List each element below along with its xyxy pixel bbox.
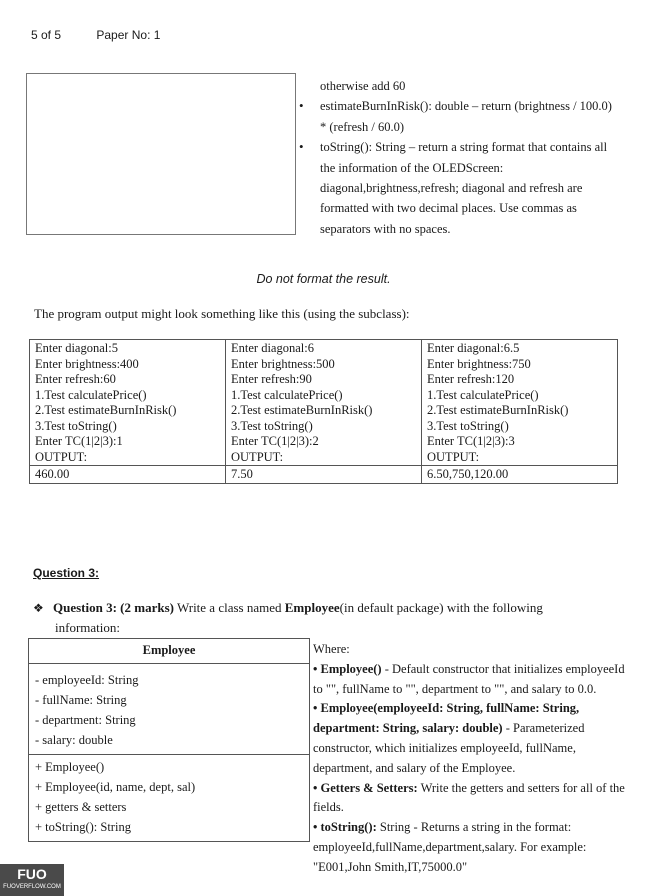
output-intro: The program output might look something like this (using the subclass): [34, 306, 410, 321]
cell-line: Enter TC(1|2|3):1 [35, 434, 123, 448]
output-result-3: 6.50,750,120.00 [422, 466, 618, 484]
cell-line: OUTPUT: [231, 449, 284, 464]
uml-method: + getters & setters [35, 800, 127, 814]
question-3-heading: Question 3: [33, 566, 100, 580]
class-name: Employee [284, 600, 340, 615]
cell-line: Enter TC(1|2|3):3 [427, 434, 515, 448]
table-row [30, 340, 618, 466]
where-item: • Employee() - Default constructor that initializes employeeId to "", fullName to "", department to "", and salary to 0.0. [313, 661, 625, 696]
fuoverflow-logo [0, 864, 64, 896]
cell-line: 3.Test toString() [35, 418, 117, 433]
uml-class-diagram [28, 638, 310, 842]
uml-field: - salary: double [35, 733, 113, 747]
output-cell-3 [422, 340, 618, 466]
logo-mark: FUO [17, 866, 47, 882]
where-item: • toString(): String - Returns a string in the format: employeeId,fullName,department,salary. For example: "E001,John Smith,IT,75000.0" [313, 820, 587, 874]
page-header [31, 28, 192, 42]
cell-line: Enter diagonal:6.5 [427, 341, 520, 355]
uml-method: + Employee(id, name, dept, sal) [35, 780, 196, 794]
cell-line: Enter refresh:120 [427, 372, 515, 386]
cell-line: OUTPUT: [35, 449, 88, 464]
output-result-1: 460.00 [30, 466, 226, 484]
page-number: 5 of 5 [31, 28, 62, 42]
bullet-continuation: otherwise add 60 [320, 79, 406, 93]
cell-line: OUTPUT: [427, 449, 480, 464]
cell-line: 1.Test calculatePrice() [427, 387, 539, 402]
diamond-bullet-icon: ❖ [33, 601, 44, 615]
cell-line: Enter refresh:60 [35, 372, 116, 386]
where-description [313, 640, 625, 878]
paper-number: Paper No: 1 [96, 28, 161, 42]
logo-site: FUOVERFLOW.COM [3, 884, 61, 890]
cell-line: 1.Test calculatePrice() [231, 387, 343, 402]
uml-methods [29, 755, 309, 841]
cell-line: 3.Test toString() [427, 418, 509, 433]
uml-field: - fullName: String [35, 693, 127, 707]
where-label: Where: [313, 642, 350, 656]
cell-line: Enter brightness:400 [35, 356, 139, 371]
cell-line: 2.Test estimateBurnInRisk() [231, 403, 373, 417]
method-description-list [320, 76, 620, 239]
q3-text: information: [55, 620, 120, 635]
cell-line: 1.Test calculatePrice() [35, 387, 147, 402]
uml-field: - employeeId: String [35, 673, 139, 687]
output-cell-1 [30, 340, 226, 466]
uml-method: + toString(): String [35, 820, 131, 834]
question-3-statement [33, 598, 623, 638]
q3-text: Write a class named [173, 600, 285, 615]
cell-line: Enter refresh:90 [231, 372, 312, 386]
bullet-estimate-burn-in-risk: • estimateBurnInRisk(): double – return (brightness / 100.0) * (refresh / 60.0) [320, 96, 620, 137]
cell-line: 2.Test estimateBurnInRisk() [35, 403, 177, 417]
cell-line: Enter brightness:500 [231, 356, 335, 371]
cell-line: Enter brightness:750 [427, 356, 531, 371]
cell-line: 3.Test toString() [231, 418, 313, 433]
image-placeholder-box [26, 73, 296, 235]
where-item: • Employee(employeeId: String, fullName: String, department: String, salary: double) - Parameterized constructor, which initializes employeeId, fullName, department, and salary of the Employee. [313, 701, 585, 775]
cell-line: Enter TC(1|2|3):2 [231, 434, 319, 448]
where-item: • Getters & Setters: Write the getters and setters for all of the fields. [313, 780, 625, 815]
output-cell-2 [226, 340, 422, 466]
uml-fields [29, 664, 309, 755]
uml-field: - department: String [35, 713, 136, 727]
output-result-2: 7.50 [226, 466, 422, 484]
format-note: Do not format the result. [256, 272, 391, 286]
question-3-label: Question 3: (2 marks) [53, 600, 174, 615]
cell-line: Enter diagonal:6 [231, 341, 314, 355]
table-row [30, 466, 618, 484]
sample-output-table [29, 339, 618, 484]
q3-text: (in default package) with the following [339, 600, 543, 615]
bullet-tostring: • toString(): String – return a string format that contains all the information of the OLEDScreen: diagonal,brightness,refresh; diagonal and refresh are formatted with two decimal places. Use commas as separators with no spaces. [320, 137, 620, 239]
uml-class-title: Employee [29, 639, 309, 664]
uml-method: + Employee() [35, 760, 105, 774]
cell-line: 2.Test estimateBurnInRisk() [427, 403, 569, 417]
cell-line: Enter diagonal:5 [35, 341, 118, 355]
